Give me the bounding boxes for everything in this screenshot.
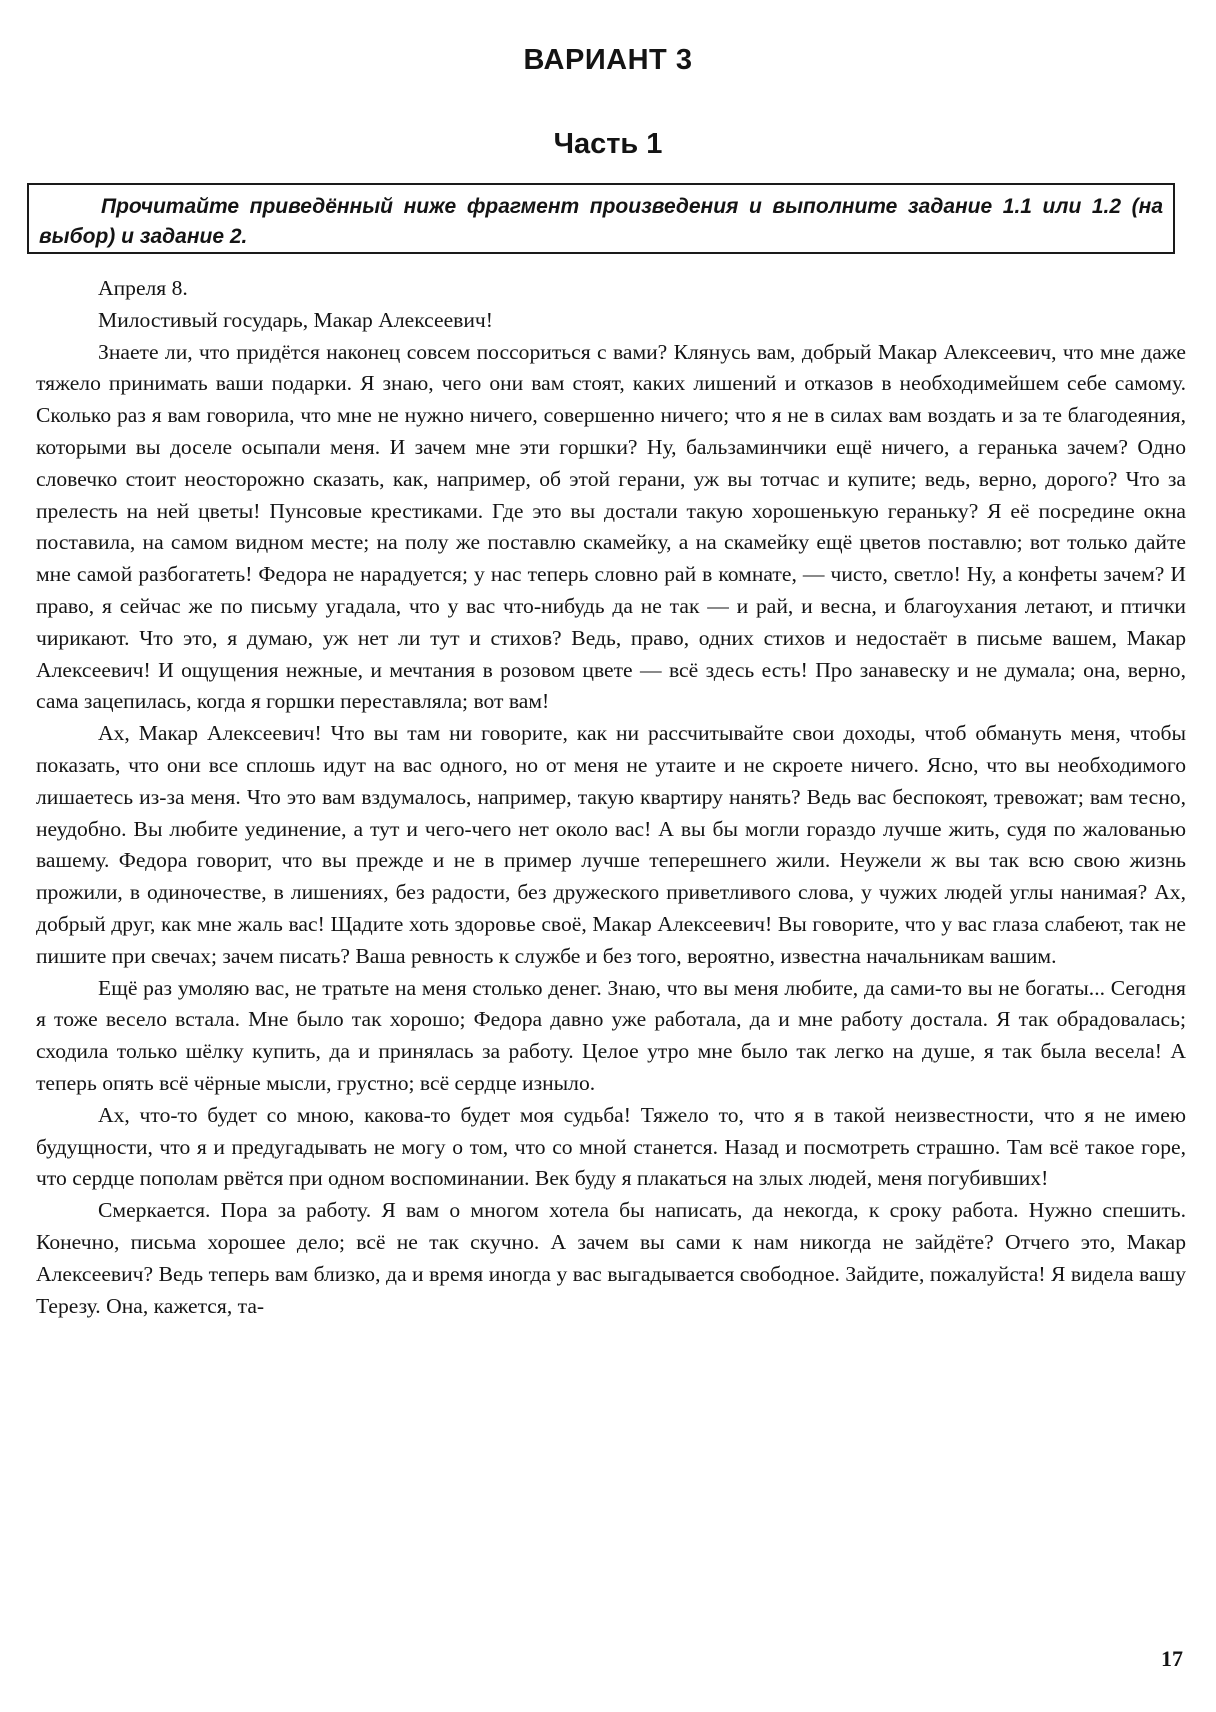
instruction-box (27, 183, 1175, 254)
letter-paragraph: Знаете ли, что придётся наконец совсем поссориться с вами? Клянусь вам, добрый Макар Алексеевич, что мне даже тяжело принимать ваши подарки. Я знаю, чего они вам стоят, каких лишений и отказов в необходимейшем себе самому. Сколько раз я вам говорила, что мне не нужно ничего, совершенно ничего; что я не в силах вам воздать и за те благодеяния, которыми вы доселе осыпали меня. И зачем мне эти горшки? Ну, бальзаминчики ещё ничего, а геранька зачем? Одно словечко стоит неосторожно сказать, как, например, об этой герани, уж вы тотчас и купите; ведь, верно, дорого? Что за прелесть на ней цветы! Пунсовые крестиками. Где это вы достали такую хорошенькую гераньку? Я её посредине окна поставила, на самом видном месте; на полу же поставлю скамейку, а на скамейку ещё цветов поставлю; вот только дайте мне самой разбогатеть! Федора не нарадуется; у нас теперь словно рай в комнате, — чисто, светло! Ну, а конфеты зачем? И право, я сейчас же по письму угадала, что у вас что-нибудь да не так — и рай, и весна, и благоухания летают, и птички чирикают. Что это, я думаю, уж нет ли тут и стихов? Ведь, право, одних стихов и недостаёт в письме вашем, Макар Алексеевич! И ощущения нежные, и мечтания в розовом цвете — всё здесь есть! Про занавеску и не думала; она, верно, сама зацепилась, когда я горшки переставляла; вот вам! (36, 339, 1186, 714)
letter-text (36, 273, 1186, 1322)
letter-salutation: Милостивый государь, Макар Алексеевич! (98, 307, 493, 332)
variant-title: ВАРИАНТ 3 (523, 44, 693, 76)
letter-paragraph: Ещё раз умоляю вас, не тратьте на меня столько денег. Знаю, что вы меня любите, да сами-то вы не богаты... Сегодня я тоже весело встала. Мне было так хорошо; Федора давно уже работала, да и мне работу достала. Я так обрадовалась; сходила только шёлку купить, да и принялась за работу. Целое утро мне было так легко на душе, я так была весела! А теперь опять всё чёрные мысли, грустно; всё сердце изныло. (36, 975, 1186, 1095)
letter-paragraph: Ах, Макар Алексеевич! Что вы там ни говорите, как ни рассчитывайте свои доходы, чтоб обмануть меня, чтобы показать, что они все сплошь идут на вас одного, но от меня не утаите и не скроете ничего. Ясно, что вы необходимого лишаетесь из-за меня. Что это вам вздумалось, например, такую квартиру нанять? Ведь вас беспокоят, тревожат; вам тесно, неудобно. Вы любите уединение, а тут и чего-чего нет около вас! А вы бы могли гораздо лучше жить, судя по жалованью вашему. Федора говорит, что вы прежде и не в пример лучше теперешнего жили. Неужели ж вы так всю свою жизнь прожили, в одиночестве, в лишениях, без радости, без дружеского приветливого слова, у чужих людей углы нанимая? Ах, добрый друг, как мне жаль вас! Щадите хоть здоровье своё, Макар Алексеевич! Вы говорите, что у вас глаза слабеют, так не пишите при свечах; зачем писать? Ваша ревность к службе и без того, вероятно, известна начальникам вашим. (36, 721, 1186, 968)
letter-paragraph: Смеркается. Пора за работу. Я вам о многом хотела бы написать, да некогда, к сроку работа. Нужно спешить. Конечно, письма хорошее дело; всё не так скучно. А зачем вы сами к нам никогда не зайдёте? Отчего это, Макар Алексеевич? Ведь теперь вам близко, да и время иногда у вас выгадывается свободное. Зайдите, пожалуйста! Я видела вашу Терезу. Она, кажется, та- (36, 1198, 1186, 1318)
letter-date: Апреля 8. (98, 276, 188, 300)
instruction-text: Прочитайте приведённый ниже фрагмент произведения и выполните задание 1.1 или 1.2 (на выбор) и задание 2. (39, 195, 1163, 248)
part-title: Часть 1 (553, 128, 663, 160)
letter-paragraph: Ах, что-то будет со мною, какова-то будет моя судьба! Тяжело то, что я в такой неизвестности, что я не имею будущности, что я и предугадывать не могу о том, что со мной станется. Назад и посмотреть страшно. Там всё такое горе, что сердце пополам рвётся при одном воспоминании. Век буду я плакаться на злых людей, меня погубивших! (36, 1102, 1186, 1191)
page-number: 17 (1161, 1646, 1183, 1671)
